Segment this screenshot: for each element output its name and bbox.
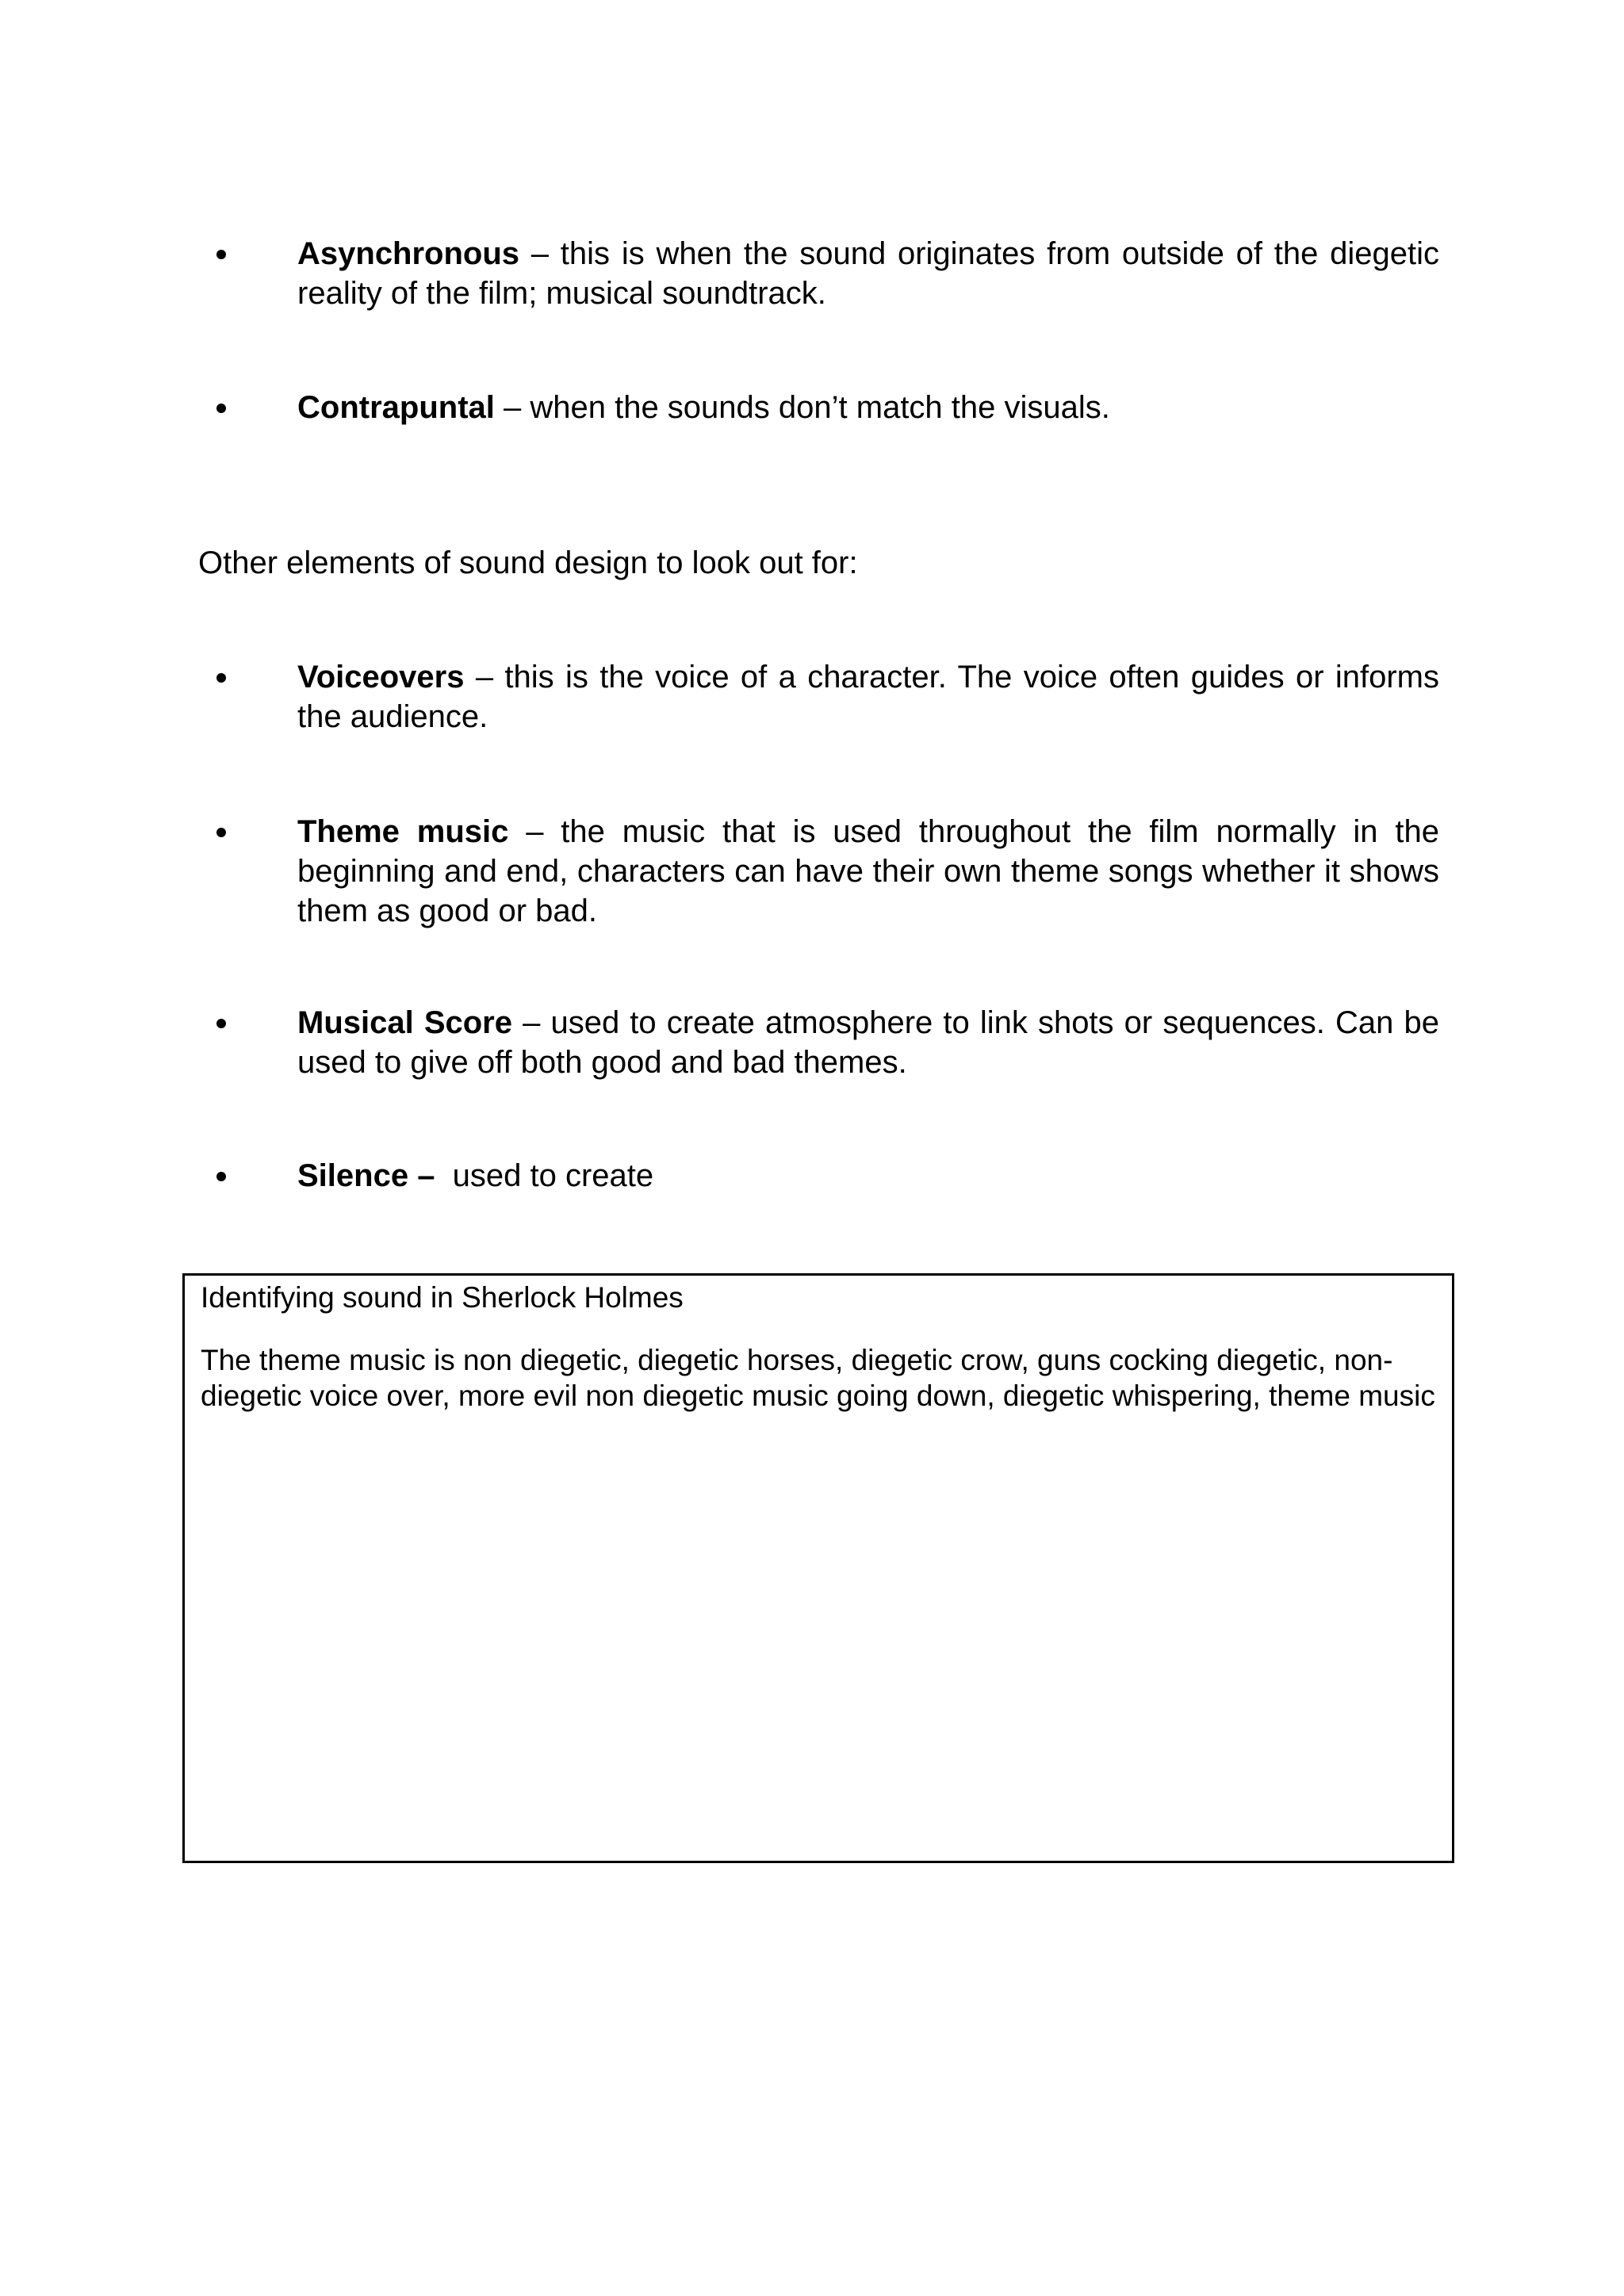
bullet-dot bbox=[216, 404, 226, 413]
bullet-term: Theme music bbox=[297, 814, 509, 849]
bullet-description: – used to create atmosphere to link shots or sequences. Can be used to give off both good and bad themes. bbox=[297, 1005, 1439, 1080]
bullet-term: Silence – bbox=[297, 1158, 435, 1193]
bullet-term: Musical Score bbox=[297, 1005, 512, 1040]
bullet-dot bbox=[216, 673, 226, 683]
bullet-text bbox=[297, 234, 1439, 313]
bullet-dot bbox=[216, 1019, 226, 1028]
bullet-term: Asynchronous bbox=[297, 236, 520, 271]
bullet-text bbox=[297, 1003, 1439, 1082]
bullet-description: – this is the voice of a character. The voice often guides or informs the audience. bbox=[297, 660, 1439, 734]
answer-box-title: Identifying sound in Sherlock Holmes bbox=[201, 1281, 684, 1314]
bullet-dot bbox=[216, 250, 226, 259]
bullet-description: – when the sounds don’t match the visuals. bbox=[494, 390, 1110, 425]
bullet-description: – the music that is used throughout the film normally in the beginning and end, characters can have their own theme songs whether it shows them as good or bad. bbox=[297, 814, 1439, 928]
bullet-description: used to create bbox=[435, 1158, 654, 1193]
bullet-dot bbox=[216, 1172, 226, 1181]
bullet-description: – this is when the sound originates from outside of the diegetic reality of the film; musical soundtrack. bbox=[297, 236, 1439, 311]
answer-box-body: The theme music is non diegetic, diegetic horses, diegetic crow, guns cocking diegetic, non-diegetic voice over, more evil non diegetic music going down, diegetic whispering, theme music bbox=[201, 1344, 1435, 1412]
bullet-text bbox=[297, 388, 1439, 427]
intro-text: Other elements of sound design to look out for: bbox=[198, 545, 858, 580]
bullet-text bbox=[297, 812, 1439, 931]
bullet-term: Voiceovers bbox=[297, 660, 465, 695]
bullet-text bbox=[297, 657, 1439, 737]
bullet-term: Contrapuntal bbox=[297, 390, 495, 425]
bullet-dot bbox=[216, 828, 226, 837]
answer-box bbox=[182, 1273, 1454, 1863]
bullet-text bbox=[297, 1156, 1439, 1196]
